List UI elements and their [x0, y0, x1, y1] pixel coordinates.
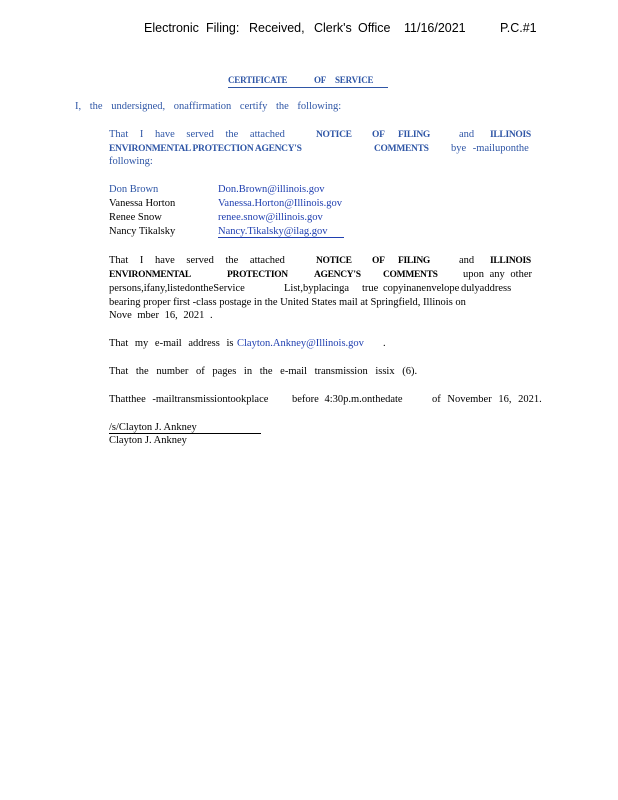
- para2-line3-a: persons,ifany,listedontheService: [109, 283, 245, 294]
- para2-comments: COMMENTS: [383, 270, 438, 280]
- intro-text: I, the undersigned, onaffirmation certify the following:: [75, 101, 342, 112]
- recipient-name: Nancy Tikalsky: [109, 226, 176, 237]
- para2-of: OF: [372, 256, 385, 266]
- email-line-prefix: That my e-mail address is: [109, 338, 234, 349]
- recipient-name: Don Brown: [109, 184, 159, 195]
- time-line-b: before 4:30p.m.onthedate: [292, 394, 403, 405]
- para1-agency: ENVIRONMENTAL PROTECTION AGENCY'S: [109, 144, 302, 154]
- title-certificate: CERTIFICATE: [228, 75, 288, 85]
- header-filing: Filing:: [206, 21, 240, 35]
- para1-of: OF: [372, 130, 385, 140]
- para2-line3-d: dulyaddress: [461, 283, 512, 294]
- title-of: OF: [314, 75, 327, 85]
- para2-line3-c: true copyinanenvelope: [362, 283, 460, 294]
- para1-line2-end: bye -mailuponthe: [451, 143, 529, 154]
- para1-filing: FILING: [398, 130, 430, 140]
- header-office: Office: [358, 21, 391, 35]
- para1-and: and: [459, 129, 475, 140]
- para2-line3-b: List,byplacinga: [284, 283, 350, 294]
- para2-line5: Nove mber 16, 2021 .: [109, 310, 213, 321]
- recipient-name: Vanessa Horton: [109, 198, 176, 209]
- para2-line4: bearing proper first -class postage in the United States mail at Springfield, Illinois on: [109, 297, 466, 308]
- sender-email-link[interactable]: Clayton.Ankney@Illinois.gov: [237, 338, 364, 349]
- para1-notice: NOTICE: [316, 130, 352, 140]
- para2-line1-start: That I have served the attached: [109, 255, 285, 266]
- recipient-email-link[interactable]: renee.snow@illinois.gov: [218, 212, 323, 223]
- pages-line: That the number of pages in the e-mail transmission issix (6).: [109, 366, 418, 377]
- header-clerks: Clerk's: [314, 21, 352, 35]
- title-service: SERVICE: [335, 75, 374, 85]
- signer-name: Clayton J. Ankney: [109, 435, 187, 446]
- header-date: 11/16/2021: [404, 21, 466, 35]
- signature-line: /s/Clayton J. Ankney: [109, 422, 261, 434]
- header-pc-number: P.C.#1: [500, 21, 537, 35]
- header-received: Received,: [249, 21, 305, 35]
- para1-comments: COMMENTS: [374, 144, 429, 154]
- para2-notice: NOTICE: [316, 256, 352, 266]
- certificate-title: [228, 75, 388, 88]
- para2-illinois: ILLINOIS: [490, 256, 531, 266]
- recipient-email-link[interactable]: Vanessa.Horton@Illinois.gov: [218, 198, 342, 209]
- para1-line1-start: That I have served the attached: [109, 129, 285, 140]
- para2-environmental: ENVIRONMENTAL: [109, 270, 191, 280]
- recipient-name: Renee Snow: [109, 212, 162, 223]
- para1-illinois: ILLINOIS: [490, 130, 531, 140]
- time-line-c: of November 16, 2021.: [432, 394, 542, 405]
- para1-line3: following:: [109, 156, 153, 167]
- header-electronic: Electronic: [144, 21, 199, 35]
- para2-agency: AGENCY'S: [314, 270, 361, 280]
- recipient-email-link[interactable]: Don.Brown@illinois.gov: [218, 184, 325, 195]
- time-line-a: Thatthee -mailtransmissiontookplace: [109, 394, 269, 405]
- para2-line2-end: upon any other: [463, 269, 532, 280]
- para2-protection: PROTECTION: [227, 270, 288, 280]
- recipient-email-link[interactable]: Nancy.Tikalsky@ilag.gov: [218, 226, 344, 238]
- para2-and: and: [459, 255, 475, 266]
- email-line-suffix: .: [383, 338, 386, 349]
- para2-filing: FILING: [398, 256, 430, 266]
